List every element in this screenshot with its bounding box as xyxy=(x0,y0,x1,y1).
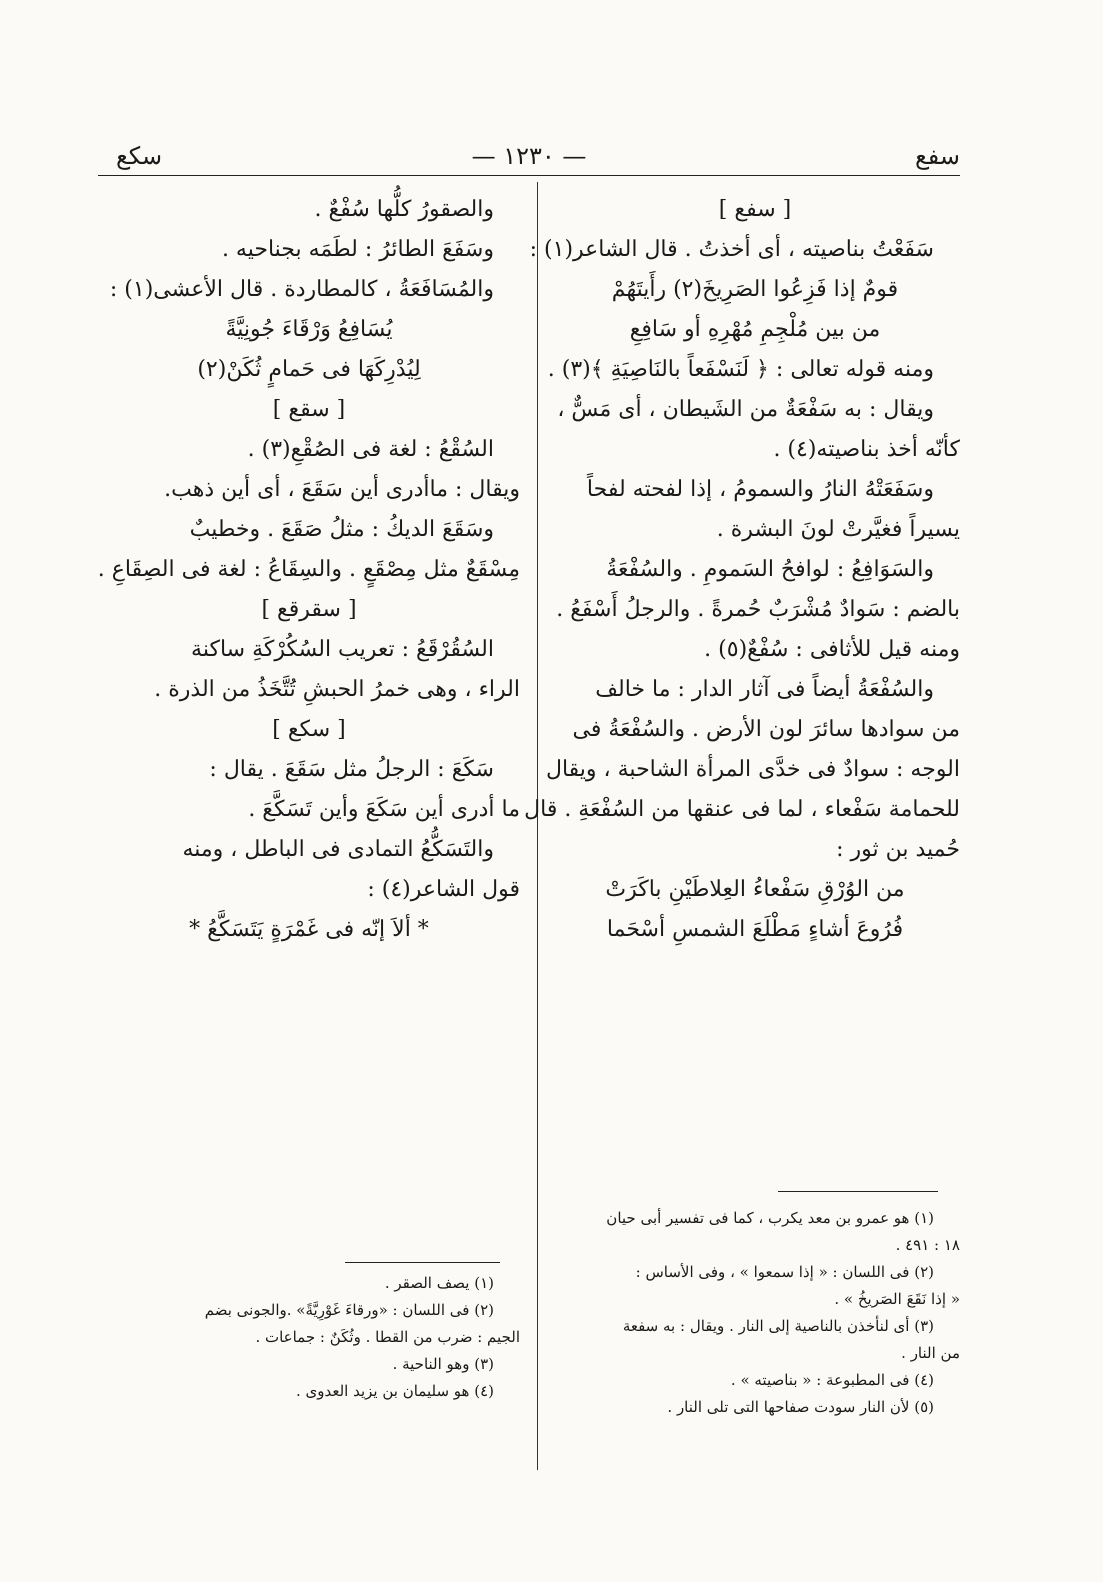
right-column xyxy=(524,190,960,950)
entry-heading: [ سكع ] xyxy=(272,717,346,742)
text-line: والتَسَكُّعُ التمادى فى الباطل ، ومنه xyxy=(182,837,494,862)
verse-line: من الوُرْقِ سَفْعاءُ العِلاطَيْنِ باكَرَتْ xyxy=(605,877,905,902)
text-line: والسَوَافِعُ : لوافحُ السَمومِ . والسُفْعَةُ xyxy=(606,557,934,582)
verse-line: من بين مُلْجِمِ مُهْرِهِ أو سَافِعِ xyxy=(629,317,881,342)
text-line: والسُفْعَةُ أيضاً فى آثار الدار : ما خالف xyxy=(595,677,934,702)
text-line: وسَفَعَتْهُ النارُ والسمومُ ، إذا لفحته لفحاً xyxy=(586,477,934,502)
text-line: وسَقَعَ الديكُ : مثلُ صَقَعَ . وخطيبٌ xyxy=(189,517,494,542)
footnote-line: (١) هو عمرو بن معد يكرب ، كما فى تفسير أبى حيان xyxy=(606,1209,934,1227)
footnote-line: (١) يصف الصقر . xyxy=(384,1274,494,1292)
footnote-line: (٢) فى اللسان : «ورقاءَ غَوْرِيَّةً» .والجونى بضم xyxy=(204,1301,494,1319)
text-line: من سوادها سائرَ لون الأرض . والسُفْعَةُ فى xyxy=(572,717,960,742)
footnote-line: (٢) فى اللسان : « إذا سمعوا » ، وفى الأساس : xyxy=(635,1263,934,1281)
entry-heading: [ سفع ] xyxy=(718,197,792,222)
verse-line: فُرُوعَ أشاءٍ مَطْلَعَ الشمسِ أسْحَما xyxy=(606,917,904,942)
left-footnote-rule xyxy=(345,1262,500,1263)
text-line: ويقال : به سَفْعَةٌ من الشَيطان ، أى مَسٌّ ، xyxy=(557,397,934,422)
left-column xyxy=(98,190,520,950)
text-line: للحمامة سَفْعاء ، لما فى عنقها من السُفْعَةِ . قال xyxy=(524,797,960,822)
text-line: سَكَعَ : الرجلُ مثل سَقَعَ . يقال : xyxy=(209,757,494,782)
entry-heading: [ سقرقع ] xyxy=(261,597,357,622)
footnote-line: (٣) أى لنأخذن بالناصية إلى النار . ويقال : به سفعة xyxy=(622,1317,934,1335)
text-line: الراء ، وهى خمرُ الحبشِ تُتَّخَذُ من الذرة . xyxy=(154,677,520,702)
text-line: ويقال : ماأدرى أين سَقَعَ ، أى أين ذهب. xyxy=(164,477,520,502)
verse-line: يُسَافِعُ وَرْقَاءَ جُونِيَّةً xyxy=(225,317,393,342)
text-line: سَفَعْتُ بناصيته ، أى أخذتُ . قال الشاعر(١) : xyxy=(529,237,934,262)
text-line: السُقُرْقَعُ : تعريب السُكُرْكَةِ ساكنة xyxy=(191,637,494,662)
header-left-word: سكع xyxy=(116,142,163,170)
footnote-line: « إذا نَقَعَ الصَريخُ » . xyxy=(834,1290,960,1308)
text-line: وسَفَعَ الطائرُ : لطَمَه بجناحيه . xyxy=(221,237,494,262)
text-line: ومنه قوله تعالى : ﴿ لَنَسْفَعاً بالنَاصِيَةِ ﴾(٣) . xyxy=(547,357,934,382)
page-number: — ١٢٣٠ — xyxy=(471,142,587,170)
footnote-line: (٤) هو سليمان بن يزيد العدوى . xyxy=(295,1382,494,1400)
text-line: حُميد بن ثور : xyxy=(836,837,960,862)
text-line: يسيراً فغيَّرتْ لونَ البشرة . xyxy=(716,517,960,542)
footnote-line: ١٨ : ٤٩١ . xyxy=(895,1236,960,1254)
right-footnote-rule xyxy=(778,1191,938,1192)
text-line: قول الشاعر(٤) : xyxy=(367,877,520,902)
text-line: السُقْعُ : لغة فى الصُقْعِ(٣) . xyxy=(247,437,494,462)
footnote-line: (٣) وهو الناحية . xyxy=(392,1355,494,1373)
header-rule xyxy=(98,175,960,176)
text-line: والمُسَافَعَةُ ، كالمطاردة . قال الأعشى(١) : xyxy=(109,277,494,302)
footnote-line: من النار . xyxy=(901,1344,960,1362)
text-line: كأنّه أخذ بناصيته(٤) . xyxy=(773,437,960,462)
verse-line: لِيُدْرِكَهَا فى حَمامٍ ثُكَنْ(٢) xyxy=(197,357,421,382)
text-line: الوجه : سوادٌ فى خدَّى المرأة الشاحبة ، ويقال xyxy=(545,757,960,782)
footnote-line: (٥) لأن النار سودت صفاحها التى تلى النار . xyxy=(667,1398,934,1416)
left-footnotes xyxy=(98,1270,520,1405)
text-line: مِسْقَعٌ مثل مِصْقَعٍ . والسِقَاعُ : لغة فى الصِقَاعِ . xyxy=(97,557,520,582)
text-line: ومنه قيل للأثافى : سُفْعٌ(٥) . xyxy=(704,637,960,662)
entry-heading: [ سقع ] xyxy=(272,397,346,422)
text-line: بالضم : سَوادٌ مُشْرَبٌ حُمرةً . والرجلُ أَسْفَعُ . xyxy=(556,597,960,622)
page-header xyxy=(98,138,960,178)
text-line: ما أدرى أين سَكَعَ وأين تَسَكَّعَ . xyxy=(248,797,520,822)
verse-line: قومٌ إذا فَزِعُوا الصَرِيخَ(٢) رأَيتَهُمْ xyxy=(611,277,899,302)
right-footnotes xyxy=(550,1205,960,1421)
footnote-line: الجيم : ضرب من القطا . وثُكَنٌ : جماعات . xyxy=(255,1328,520,1346)
verse-line: * ألاَ إنّه فى غَمْرَةٍ يَتَسَكَّعُ * xyxy=(189,917,429,942)
text-line: والصقورُ كلُّها سُفْعٌ . xyxy=(314,197,494,222)
header-right-word: سفع xyxy=(914,142,960,170)
footnote-line: (٤) فى المطبوعة : « بناصيته » . xyxy=(730,1371,934,1389)
